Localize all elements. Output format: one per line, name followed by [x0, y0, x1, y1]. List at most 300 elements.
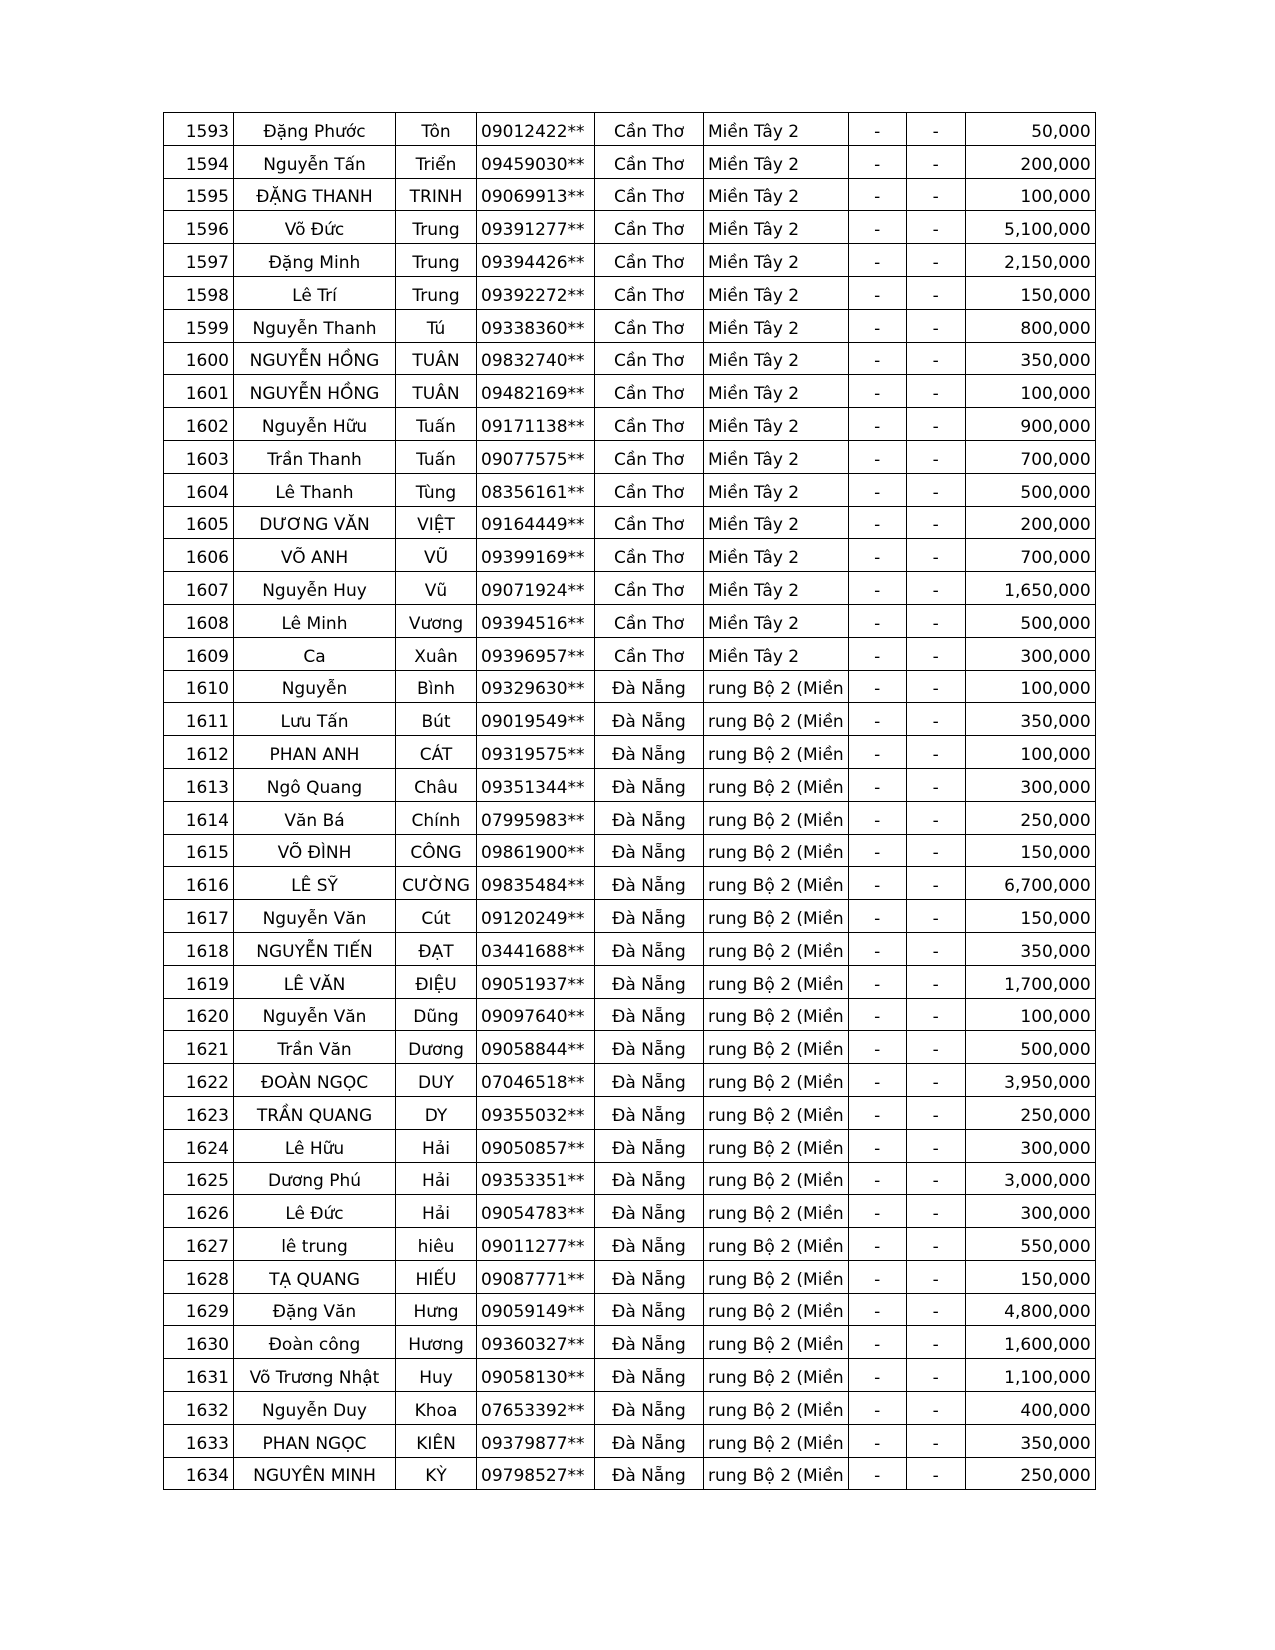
region-cell: rung Bộ 2 (Miền: [704, 998, 849, 1031]
amount-cell: 300,000: [965, 768, 1095, 801]
first-name-cell: ĐẠT: [396, 932, 477, 965]
region-cell: Miền Tây 2: [704, 604, 849, 637]
phone-cell: 09379877**: [477, 1424, 595, 1457]
city-cell: Cần Thơ: [595, 637, 704, 670]
first-name-cell: KIÊN: [396, 1424, 477, 1457]
blank-col-1-cell: -: [848, 965, 906, 998]
blank-col-1-cell: -: [848, 703, 906, 736]
region-cell: Miền Tây 2: [704, 113, 849, 146]
city-cell: Cần Thơ: [595, 342, 704, 375]
first-name-cell: HIẾU: [396, 1260, 477, 1293]
amount-cell: 200,000: [965, 506, 1095, 539]
phone-cell: 09164449**: [477, 506, 595, 539]
blank-col-2-cell: -: [906, 703, 965, 736]
amount-cell: 100,000: [965, 998, 1095, 1031]
last-name-cell: TRẦN QUANG: [234, 1096, 396, 1129]
table-row: [164, 965, 1096, 998]
phone-cell: 09459030**: [477, 145, 595, 178]
row-number-cell: 1598: [164, 276, 234, 309]
amount-cell: 3,950,000: [965, 1064, 1095, 1097]
city-cell: Đà Nẵng: [595, 1359, 704, 1392]
last-name-cell: ĐẶNG THANH: [234, 178, 396, 211]
region-cell: Miền Tây 2: [704, 211, 849, 244]
blank-col-2-cell: -: [906, 244, 965, 277]
phone-cell: 09482169**: [477, 375, 595, 408]
city-cell: Cần Thơ: [595, 572, 704, 605]
blank-col-1-cell: -: [848, 768, 906, 801]
city-cell: Cần Thơ: [595, 113, 704, 146]
blank-col-1-cell: -: [848, 1424, 906, 1457]
blank-col-1-cell: -: [848, 1326, 906, 1359]
table-row: [164, 1457, 1096, 1490]
phone-cell: 09058130**: [477, 1359, 595, 1392]
first-name-cell: Chính: [396, 801, 477, 834]
table-row: [164, 244, 1096, 277]
table-row: [164, 539, 1096, 572]
region-cell: rung Bộ 2 (Miền: [704, 900, 849, 933]
row-number-cell: 1615: [164, 834, 234, 867]
phone-cell: 09077575**: [477, 440, 595, 473]
first-name-cell: VŨ: [396, 539, 477, 572]
phone-cell: 08356161**: [477, 473, 595, 506]
last-name-cell: Lưu Tấn: [234, 703, 396, 736]
last-name-cell: Nguyễn Hữu: [234, 408, 396, 441]
table-row: [164, 572, 1096, 605]
region-cell: rung Bộ 2 (Miền: [704, 1457, 849, 1490]
phone-cell: 09087771**: [477, 1260, 595, 1293]
blank-col-2-cell: -: [906, 1424, 965, 1457]
city-cell: Đà Nẵng: [595, 867, 704, 900]
amount-cell: 150,000: [965, 276, 1095, 309]
table-row: [164, 998, 1096, 1031]
last-name-cell: DƯƠNG VĂN: [234, 506, 396, 539]
table-row: [164, 736, 1096, 769]
first-name-cell: CƯỜNG: [396, 867, 477, 900]
blank-col-1-cell: -: [848, 211, 906, 244]
first-name-cell: Trung: [396, 276, 477, 309]
city-cell: Cần Thơ: [595, 440, 704, 473]
row-number-cell: 1634: [164, 1457, 234, 1490]
blank-col-2-cell: -: [906, 375, 965, 408]
table-row: [164, 867, 1096, 900]
city-cell: Cần Thơ: [595, 473, 704, 506]
row-number-cell: 1614: [164, 801, 234, 834]
amount-cell: 100,000: [965, 736, 1095, 769]
first-name-cell: Tuấn: [396, 440, 477, 473]
amount-cell: 250,000: [965, 1457, 1095, 1490]
city-cell: Đà Nẵng: [595, 1326, 704, 1359]
last-name-cell: TẠ QUANG: [234, 1260, 396, 1293]
phone-cell: 09360327**: [477, 1326, 595, 1359]
city-cell: Đà Nẵng: [595, 965, 704, 998]
first-name-cell: DY: [396, 1096, 477, 1129]
table-row: [164, 1162, 1096, 1195]
first-name-cell: Xuân: [396, 637, 477, 670]
phone-cell: 09396957**: [477, 637, 595, 670]
blank-col-2-cell: -: [906, 113, 965, 146]
phone-cell: 09012422**: [477, 113, 595, 146]
blank-col-2-cell: -: [906, 637, 965, 670]
blank-col-1-cell: -: [848, 1457, 906, 1490]
amount-cell: 350,000: [965, 1424, 1095, 1457]
table-row: [164, 506, 1096, 539]
city-cell: Đà Nẵng: [595, 1195, 704, 1228]
city-cell: Cần Thơ: [595, 276, 704, 309]
last-name-cell: Võ Đức: [234, 211, 396, 244]
blank-col-1-cell: -: [848, 604, 906, 637]
region-cell: rung Bộ 2 (Miền: [704, 1129, 849, 1162]
table-row: [164, 145, 1096, 178]
region-cell: Miền Tây 2: [704, 145, 849, 178]
first-name-cell: Hưng: [396, 1293, 477, 1326]
city-cell: Đà Nẵng: [595, 1096, 704, 1129]
blank-col-2-cell: -: [906, 604, 965, 637]
table-row: [164, 604, 1096, 637]
table-row: [164, 1228, 1096, 1261]
blank-col-1-cell: -: [848, 1228, 906, 1261]
amount-cell: 300,000: [965, 1195, 1095, 1228]
phone-cell: 09097640**: [477, 998, 595, 1031]
last-name-cell: Nguyễn Tấn: [234, 145, 396, 178]
first-name-cell: Tú: [396, 309, 477, 342]
region-cell: Miền Tây 2: [704, 342, 849, 375]
row-number-cell: 1626: [164, 1195, 234, 1228]
table-row: [164, 1129, 1096, 1162]
blank-col-2-cell: -: [906, 1457, 965, 1490]
blank-col-2-cell: -: [906, 1162, 965, 1195]
phone-cell: 09832740**: [477, 342, 595, 375]
region-cell: Miền Tây 2: [704, 375, 849, 408]
blank-col-1-cell: -: [848, 867, 906, 900]
amount-cell: 150,000: [965, 900, 1095, 933]
amount-cell: 6,700,000: [965, 867, 1095, 900]
last-name-cell: Ca: [234, 637, 396, 670]
last-name-cell: NGUYỄN TIẾN: [234, 932, 396, 965]
last-name-cell: PHAN ANH: [234, 736, 396, 769]
phone-cell: 09353351**: [477, 1162, 595, 1195]
phone-cell: 09059149**: [477, 1293, 595, 1326]
row-number-cell: 1610: [164, 670, 234, 703]
blank-col-2-cell: -: [906, 473, 965, 506]
table-row: [164, 375, 1096, 408]
last-name-cell: Lê Đức: [234, 1195, 396, 1228]
table-row: [164, 178, 1096, 211]
phone-cell: 09051937**: [477, 965, 595, 998]
region-cell: rung Bộ 2 (Miền: [704, 801, 849, 834]
blank-col-1-cell: -: [848, 1293, 906, 1326]
row-number-cell: 1608: [164, 604, 234, 637]
blank-col-2-cell: -: [906, 309, 965, 342]
amount-cell: 100,000: [965, 375, 1095, 408]
last-name-cell: Nguyễn Văn: [234, 998, 396, 1031]
blank-col-1-cell: -: [848, 736, 906, 769]
row-number-cell: 1633: [164, 1424, 234, 1457]
region-cell: rung Bộ 2 (Miền: [704, 1096, 849, 1129]
blank-col-1-cell: -: [848, 1392, 906, 1425]
first-name-cell: CÁT: [396, 736, 477, 769]
amount-cell: 5,100,000: [965, 211, 1095, 244]
phone-cell: 09355032**: [477, 1096, 595, 1129]
table-row: [164, 276, 1096, 309]
city-cell: Đà Nẵng: [595, 1064, 704, 1097]
region-cell: rung Bộ 2 (Miền: [704, 1228, 849, 1261]
region-cell: rung Bộ 2 (Miền: [704, 1392, 849, 1425]
amount-cell: 700,000: [965, 539, 1095, 572]
blank-col-2-cell: -: [906, 539, 965, 572]
amount-cell: 1,600,000: [965, 1326, 1095, 1359]
amount-cell: 350,000: [965, 703, 1095, 736]
first-name-cell: Châu: [396, 768, 477, 801]
amount-cell: 550,000: [965, 1228, 1095, 1261]
blank-col-1-cell: -: [848, 145, 906, 178]
amount-cell: 300,000: [965, 637, 1095, 670]
region-cell: Miền Tây 2: [704, 637, 849, 670]
table-row: [164, 408, 1096, 441]
city-cell: Đà Nẵng: [595, 900, 704, 933]
last-name-cell: NGUYÊN MINH: [234, 1457, 396, 1490]
row-number-cell: 1609: [164, 637, 234, 670]
blank-col-1-cell: -: [848, 276, 906, 309]
region-cell: rung Bộ 2 (Miền: [704, 1260, 849, 1293]
first-name-cell: DUY: [396, 1064, 477, 1097]
blank-col-2-cell: -: [906, 1228, 965, 1261]
city-cell: Đà Nẵng: [595, 998, 704, 1031]
row-number-cell: 1605: [164, 506, 234, 539]
blank-col-1-cell: -: [848, 1359, 906, 1392]
blank-col-1-cell: -: [848, 178, 906, 211]
city-cell: Đà Nẵng: [595, 1260, 704, 1293]
city-cell: Đà Nẵng: [595, 1392, 704, 1425]
row-number-cell: 1625: [164, 1162, 234, 1195]
region-cell: Miền Tây 2: [704, 276, 849, 309]
region-cell: rung Bộ 2 (Miền: [704, 1326, 849, 1359]
table-row: [164, 1064, 1096, 1097]
last-name-cell: Võ Trương Nhật: [234, 1359, 396, 1392]
blank-col-1-cell: -: [848, 440, 906, 473]
phone-cell: 09399169**: [477, 539, 595, 572]
blank-col-1-cell: -: [848, 670, 906, 703]
first-name-cell: Hương: [396, 1326, 477, 1359]
city-cell: Đà Nẵng: [595, 932, 704, 965]
blank-col-1-cell: -: [848, 473, 906, 506]
first-name-cell: Hải: [396, 1162, 477, 1195]
region-cell: rung Bộ 2 (Miền: [704, 1064, 849, 1097]
first-name-cell: hiêu: [396, 1228, 477, 1261]
row-number-cell: 1597: [164, 244, 234, 277]
blank-col-1-cell: -: [848, 932, 906, 965]
amount-cell: 100,000: [965, 670, 1095, 703]
blank-col-2-cell: -: [906, 1359, 965, 1392]
city-cell: Đà Nẵng: [595, 1129, 704, 1162]
city-cell: Cần Thơ: [595, 604, 704, 637]
city-cell: Đà Nẵng: [595, 670, 704, 703]
region-cell: Miền Tây 2: [704, 506, 849, 539]
blank-col-2-cell: -: [906, 178, 965, 211]
row-number-cell: 1631: [164, 1359, 234, 1392]
first-name-cell: Dũng: [396, 998, 477, 1031]
last-name-cell: LÊ VĂN: [234, 965, 396, 998]
table-row: [164, 1326, 1096, 1359]
blank-col-2-cell: -: [906, 1195, 965, 1228]
first-name-cell: TRINH: [396, 178, 477, 211]
row-number-cell: 1593: [164, 113, 234, 146]
city-cell: Đà Nẵng: [595, 1228, 704, 1261]
amount-cell: 150,000: [965, 1260, 1095, 1293]
blank-col-1-cell: -: [848, 1096, 906, 1129]
amount-cell: 500,000: [965, 1031, 1095, 1064]
region-cell: Miền Tây 2: [704, 440, 849, 473]
last-name-cell: VÕ ANH: [234, 539, 396, 572]
last-name-cell: Dương Phú: [234, 1162, 396, 1195]
phone-cell: 09392272**: [477, 276, 595, 309]
table-row: [164, 1031, 1096, 1064]
first-name-cell: Tuấn: [396, 408, 477, 441]
first-name-cell: Triển: [396, 145, 477, 178]
row-number-cell: 1617: [164, 900, 234, 933]
amount-cell: 500,000: [965, 473, 1095, 506]
amount-cell: 500,000: [965, 604, 1095, 637]
blank-col-2-cell: -: [906, 736, 965, 769]
table-row: [164, 1424, 1096, 1457]
first-name-cell: Bình: [396, 670, 477, 703]
phone-cell: 09120249**: [477, 900, 595, 933]
amount-cell: 200,000: [965, 145, 1095, 178]
blank-col-2-cell: -: [906, 145, 965, 178]
blank-col-1-cell: -: [848, 408, 906, 441]
row-number-cell: 1607: [164, 572, 234, 605]
table-row: [164, 309, 1096, 342]
blank-col-1-cell: -: [848, 801, 906, 834]
city-cell: Đà Nẵng: [595, 1162, 704, 1195]
city-cell: Cần Thơ: [595, 211, 704, 244]
phone-cell: 09019549**: [477, 703, 595, 736]
table-row: [164, 670, 1096, 703]
row-number-cell: 1620: [164, 998, 234, 1031]
blank-col-2-cell: -: [906, 1129, 965, 1162]
phone-cell: 07995983**: [477, 801, 595, 834]
blank-col-2-cell: -: [906, 408, 965, 441]
blank-col-2-cell: -: [906, 211, 965, 244]
amount-cell: 1,100,000: [965, 1359, 1095, 1392]
amount-cell: 1,650,000: [965, 572, 1095, 605]
city-cell: Đà Nẵng: [595, 1424, 704, 1457]
region-cell: Miền Tây 2: [704, 572, 849, 605]
first-name-cell: Vũ: [396, 572, 477, 605]
phone-cell: 09351344**: [477, 768, 595, 801]
blank-col-2-cell: -: [906, 768, 965, 801]
row-number-cell: 1601: [164, 375, 234, 408]
blank-col-1-cell: -: [848, 998, 906, 1031]
region-cell: Miền Tây 2: [704, 539, 849, 572]
table-row: [164, 1096, 1096, 1129]
blank-col-1-cell: -: [848, 1195, 906, 1228]
region-cell: Miền Tây 2: [704, 178, 849, 211]
city-cell: Cần Thơ: [595, 309, 704, 342]
phone-cell: 09329630**: [477, 670, 595, 703]
blank-col-2-cell: -: [906, 276, 965, 309]
row-number-cell: 1623: [164, 1096, 234, 1129]
city-cell: Đà Nẵng: [595, 1031, 704, 1064]
last-name-cell: NGUYỄN HỒNG: [234, 375, 396, 408]
region-cell: rung Bộ 2 (Miền: [704, 1424, 849, 1457]
last-name-cell: Trần Thanh: [234, 440, 396, 473]
blank-col-1-cell: -: [848, 244, 906, 277]
last-name-cell: Đặng Minh: [234, 244, 396, 277]
first-name-cell: Khoa: [396, 1392, 477, 1425]
row-number-cell: 1603: [164, 440, 234, 473]
amount-cell: 250,000: [965, 1096, 1095, 1129]
phone-cell: 09071924**: [477, 572, 595, 605]
amount-cell: 150,000: [965, 834, 1095, 867]
phone-cell: 03441688**: [477, 932, 595, 965]
city-cell: Đà Nẵng: [595, 703, 704, 736]
blank-col-1-cell: -: [848, 572, 906, 605]
phone-cell: 09319575**: [477, 736, 595, 769]
blank-col-1-cell: -: [848, 900, 906, 933]
phone-cell: 09861900**: [477, 834, 595, 867]
row-number-cell: 1604: [164, 473, 234, 506]
phone-cell: 09054783**: [477, 1195, 595, 1228]
phone-cell: 09011277**: [477, 1228, 595, 1261]
blank-col-2-cell: -: [906, 1031, 965, 1064]
blank-col-1-cell: -: [848, 539, 906, 572]
row-number-cell: 1627: [164, 1228, 234, 1261]
region-cell: rung Bộ 2 (Miền: [704, 1195, 849, 1228]
last-name-cell: Văn Bá: [234, 801, 396, 834]
blank-col-2-cell: -: [906, 867, 965, 900]
table-row: [164, 440, 1096, 473]
city-cell: Đà Nẵng: [595, 1293, 704, 1326]
amount-cell: 900,000: [965, 408, 1095, 441]
city-cell: Đà Nẵng: [595, 801, 704, 834]
row-number-cell: 1613: [164, 768, 234, 801]
phone-cell: 09069913**: [477, 178, 595, 211]
table-row: [164, 1359, 1096, 1392]
last-name-cell: Nguyễn Huy: [234, 572, 396, 605]
first-name-cell: Trung: [396, 244, 477, 277]
row-number-cell: 1612: [164, 736, 234, 769]
row-number-cell: 1599: [164, 309, 234, 342]
phone-cell: 09338360**: [477, 309, 595, 342]
first-name-cell: Hải: [396, 1195, 477, 1228]
row-number-cell: 1618: [164, 932, 234, 965]
first-name-cell: VIỆT: [396, 506, 477, 539]
last-name-cell: PHAN NGỌC: [234, 1424, 396, 1457]
first-name-cell: Hải: [396, 1129, 477, 1162]
row-number-cell: 1632: [164, 1392, 234, 1425]
phone-cell: 09394516**: [477, 604, 595, 637]
amount-cell: 250,000: [965, 801, 1095, 834]
row-number-cell: 1611: [164, 703, 234, 736]
region-cell: Miền Tây 2: [704, 244, 849, 277]
amount-cell: 100,000: [965, 178, 1095, 211]
row-number-cell: 1628: [164, 1260, 234, 1293]
table-row: [164, 473, 1096, 506]
last-name-cell: Lê Hữu: [234, 1129, 396, 1162]
city-cell: Cần Thơ: [595, 506, 704, 539]
region-cell: rung Bộ 2 (Miền: [704, 736, 849, 769]
region-cell: Miền Tây 2: [704, 473, 849, 506]
first-name-cell: Tùng: [396, 473, 477, 506]
blank-col-2-cell: -: [906, 998, 965, 1031]
blank-col-1-cell: -: [848, 375, 906, 408]
region-cell: rung Bộ 2 (Miền: [704, 1162, 849, 1195]
region-cell: rung Bộ 2 (Miền: [704, 1293, 849, 1326]
first-name-cell: ĐIỆU: [396, 965, 477, 998]
city-cell: Cần Thơ: [595, 178, 704, 211]
phone-cell: 09798527**: [477, 1457, 595, 1490]
table-row: [164, 834, 1096, 867]
